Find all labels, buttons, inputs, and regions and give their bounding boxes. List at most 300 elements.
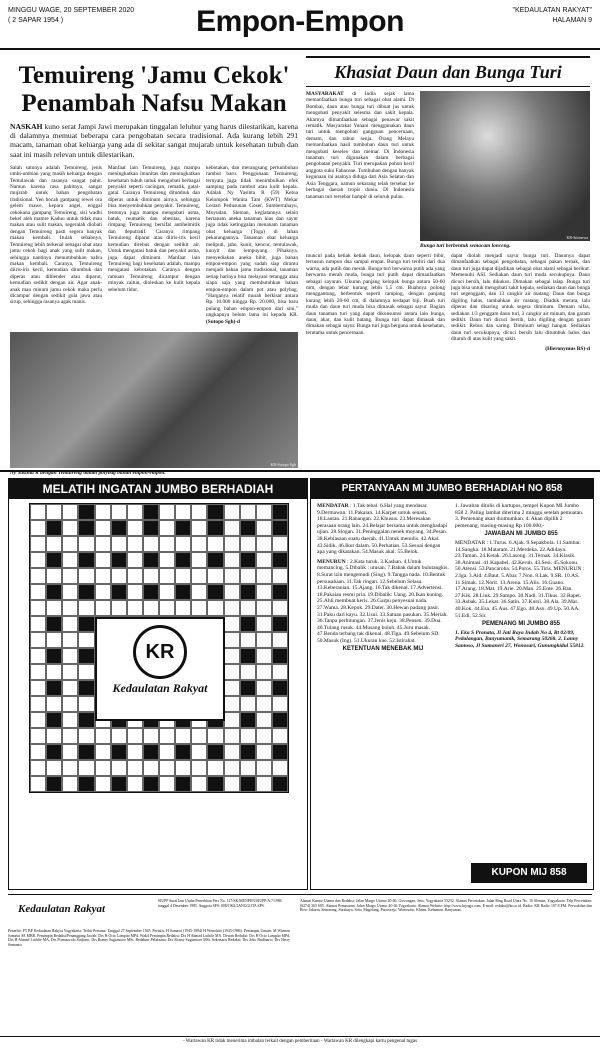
crossword-cell <box>78 568 94 584</box>
crossword-cell <box>62 760 78 776</box>
crossword-cell <box>175 760 191 776</box>
crossword-cell <box>175 776 191 792</box>
crossword-cell <box>143 568 159 584</box>
crossword-cell <box>46 696 62 712</box>
crossword-cell <box>127 552 143 568</box>
crossword-cell <box>272 680 288 696</box>
crossword-cell <box>62 712 78 728</box>
crossword-cell <box>191 728 207 744</box>
kupon-badge: KUPON MIJ 858 <box>471 863 587 883</box>
crossword-cell <box>143 536 159 552</box>
article-column-2 <box>306 253 445 352</box>
crossword-cell <box>224 712 240 728</box>
crossword-cell <box>207 776 223 792</box>
crossword-cell <box>240 712 256 728</box>
crossword-cell <box>240 680 256 696</box>
crossword-cell <box>191 552 207 568</box>
kr-logo <box>95 617 225 721</box>
photo-caption: Ny Yasinta R dengan Temuireng dalam polybag bahan empon-empon. <box>10 469 166 476</box>
crossword-cell <box>30 712 46 728</box>
crossword-cell <box>159 520 175 536</box>
crossword-puzzle <box>8 478 308 890</box>
article-column-3 <box>451 253 590 352</box>
crossword-cell <box>191 600 207 616</box>
crossword-cell <box>78 744 94 760</box>
crossword-cell <box>127 584 143 600</box>
questions-title: PERTANYAAN MI JUMBO BERHADIAH NO 858 <box>311 479 593 499</box>
crossword-cell <box>111 536 127 552</box>
crossword-cell <box>46 648 62 664</box>
crossword-cell <box>256 680 272 696</box>
crossword-cell <box>272 728 288 744</box>
crossword-cell <box>127 760 143 776</box>
crossword-cell <box>46 616 62 632</box>
crossword-cell <box>207 504 223 520</box>
page-header <box>0 0 600 50</box>
crossword-cell <box>62 728 78 744</box>
article-column-1 <box>306 91 414 249</box>
crossword-cell <box>78 616 94 632</box>
article-text-body: kebotakan, dan merangsang pertumbuhan rambut baru. Penggunaan Temuireng, ternyata juga tidak menimbulkan efek samping pada rambut atau kulit kepala. Adalah Ny Yasinta R (59) Ketua Kelompok Wanita Tani (KWT) Mekar Lestari Pedusunan Goser, Sumberrahayu, Moyudan, Sleman, kegiatannya selain bertanam aneka tanaman hias dan sayur juga tidak ketinggalan menanam tanaman obat keluarga (Toga) di lahan pekarangannya. Tanaman obat keluarga meliputi, jahe, kunir, kencur, temulawak, kunyit dan lempuyang. Pihaknya, menyediakan aneka bibit, juga bahan empon-empon yang sudah siap diramu menjadi bahan jamu tradisional, tanaman setiap harinya bisa melayani tetangga atau siapa saja yang membutuhkan bahan empon-empon dalam pot atau polybag. "Harganya relatif murah berkisar antara Rp. 10.000 hingga Rp. 20.000, bisa baru pulang bahan empon-empon dari sini," ungkapnya belum lama ini kepada KR. <box>206 164 298 319</box>
crossword-cell <box>78 680 94 696</box>
crossword-cell <box>46 552 62 568</box>
crossword-questions <box>310 478 594 890</box>
crossword-cell <box>224 696 240 712</box>
crossword-cell <box>78 632 94 648</box>
crossword-cell <box>95 600 111 616</box>
crossword-cell <box>46 568 62 584</box>
crossword-cell <box>78 600 94 616</box>
crossword-cell <box>46 760 62 776</box>
mendatar-block: MENDATAR : 1.Tak tebal. 6.Hal yang mendasar. 9.Dermawan. 11.Pakaian. 14.Karpet untuk senam. 18.Lautan. 21.Ranangan. 22.Khusus. 23.Meresakan perasaan orang lain. 24.Belajar bersama untuk menghadapi ujian. 28.Slogan. 31.Peninggalan nenek moyang. 34.Pesan. 38.Kebiasaan suatu daerah. 41.Untuk menulis. 42.Akal. 43.Sidik. 46.Ikut dalam. 50.Perhatian. 53.Sesuai dengan apa yang dikatakan. 54.Masuk akal. 55.Belok. <box>317 503 448 556</box>
article-text: muncul pada ketiak ketiak daun, kelopak daun seperti bibir, tersusun rumpun dua sampai empat. Bunga turi terdiri dari dua warna, ada putih dan merah. Bunga turi berwarna putih ada yang berwarna merah muda, bunga turi putih dapat dimanfaatkan sebagai sayuran. Ukuran panjang kelopak bunga antara 50-60 mm, dengan lebar kurang lebih 1,5 cm. Buahnya polong menggantung, berbentuk seperti ramping, dengan panjang kurang lebih 20-60 cm, di dalamnya terdapat biji. Buah turi muda dan daun turi muda bisa dimasak sebagai sayur. Bagian daun tanaman turi yang dapat dikonsumsi antara lain bunga, daun, akar, dan kulit batang. Bunga turi dapat dimasak dan dimakan sebagai sayur. Bunga turi juga berguna untuk kesehatan, terutama untuk pencernaan. <box>306 253 445 336</box>
crossword-cell <box>272 712 288 728</box>
crossword-cell <box>111 760 127 776</box>
crossword-cell <box>46 712 62 728</box>
article-text: Manfaat lain Temuireng, juga mampu meningkatkan imunitas dan meningkatkan kesehatan tubuh untuk mengobati berbagai penyakit seperti cacingan, rematik, gatal-gatal. Caranya Temuireng ditumbuk dan diperas untuk diminum airnya, sehingga bisa menyembuhkan penyakit. Temuireng, tentunya juga mampu mengobati asma, batuk, reumatik dan obesitas, karena rimpang Temuireng bersifat antihelmitik dan deputratif. Caranya rimpang Temuireng diparut atau diiris-iris kecil kemudian direbus dengan sedikit air. Untuk mengatasi batuk dan penyakit asma, juga dapat diminum. Manfaat lain Temuireng bagi kesehatan adalah, mampu mengatasi kebotakan. Caranya dengan ramuan Temuireng dicampur dengan minyak zaitun, dioleskan ke kulit kepala sebelum tidur. <box>108 164 200 293</box>
crossword-cell <box>95 728 111 744</box>
menurun-clues: 2.Kata turuk. 3.Kashan. 4.Untuk memancing. 5.Dibalik : utusan. 7.Babak dalam bulutangkis. 8.Surat izin mengemudi (Sing). 9.Tangga nada. 10.Bentuk persusahaan. 11.Tak ringan. 12.Sebelum Selasa. 13.Keberanian. 15.Ajang. 16.Tak dikenal. 17.Advertensi. 18.Pakaian resmi pria. 19.Dibalik: Uang. 20.Ikan kuning. 25.Ahli membuat keris. 26.Garpu penyesuai nada. 27.Wama. 28.Kepok. 29.Dater. 30.Hewan padang pasir. 31.Paku dari kayu. 32.Usul. 33.Satuan pasukan. 35.Meriah. 36.Tanpa perhitungan. 37.Jenis keju. 38.Pensen. 39.Dua. 40.Tulang rusuk. 44.Musang buluh. 45.Juru masak. 47.Benda terbang tak dikenal. 48.Tiga. 49.Sebelum SD. 50.Masuk (Ing). 51.Ukuran kue. 52.Istirahat. <box>317 558 449 644</box>
crossword-cell <box>46 504 62 520</box>
article-column-1 <box>10 165 102 328</box>
crossword-cell <box>240 568 256 584</box>
crossword-title: MELATIH INGATAN JUMBO BERHADIAH <box>9 479 307 499</box>
crossword-cell <box>95 536 111 552</box>
crossword-cell <box>256 712 272 728</box>
crossword-cell <box>95 552 111 568</box>
photo-credit: KR-Sutopo Sgh <box>270 461 296 467</box>
crossword-cell <box>175 744 191 760</box>
crossword-cell <box>240 600 256 616</box>
article-bunga-turi <box>306 56 590 466</box>
crossword-cell <box>30 552 46 568</box>
crossword-cell <box>240 584 256 600</box>
crossword-cell <box>224 728 240 744</box>
crossword-cell <box>175 536 191 552</box>
masthead-logo: Kedaulatan Rakyat <box>18 903 106 915</box>
header-page-number: HALAMAN 9 <box>552 17 592 24</box>
crossword-cell <box>256 536 272 552</box>
crossword-cell <box>240 616 256 632</box>
crossword-cell <box>159 504 175 520</box>
article-headline: Khasiat Daun dan Bunga Turi <box>334 62 562 82</box>
crossword-cell <box>175 584 191 600</box>
crossword-cell <box>143 728 159 744</box>
crossword-cell <box>46 776 62 792</box>
crossword-cell <box>46 536 62 552</box>
jawaban-heading: JAWABAN MI JUMBO 855 <box>484 531 558 538</box>
crossword-cell <box>224 664 240 680</box>
crossword-cell <box>191 584 207 600</box>
masthead <box>8 894 592 1035</box>
photo-credit: KR-Istimewa <box>566 235 588 240</box>
article-columns <box>10 165 298 328</box>
crossword-cell <box>256 696 272 712</box>
crossword-cell <box>78 520 94 536</box>
lead-byline: NASKAH <box>10 122 43 131</box>
crossword-cell <box>256 520 272 536</box>
header-date: MINGGU WAGE, 20 SEPTEMBER 2020 <box>8 7 135 14</box>
crossword-cell <box>78 536 94 552</box>
crossword-cell <box>224 616 240 632</box>
crossword-cell <box>256 568 272 584</box>
crossword-cell <box>30 744 46 760</box>
crossword-cell <box>78 776 94 792</box>
crossword-cell <box>256 616 272 632</box>
crossword-cell <box>224 680 240 696</box>
article-column-3 <box>206 165 298 328</box>
lead-text: kuno serat Jampi Jawi merupakan tinggalan leluhur yang harus dilestarikan, karena di dalamnya memuat beberapa cara pengobatan secara tradisional. Ada kurang lebih 291 macam, tanaman obat keluarga yang ada di sekitar sangat mujarab untuk kesehatan tubuh dan saat ini masih relevan untuk dilestarikan. <box>10 122 298 159</box>
crossword-cell <box>272 584 288 600</box>
crossword-cell <box>256 552 272 568</box>
article-bottom <box>306 253 590 352</box>
crossword-cell <box>207 744 223 760</box>
article-lead <box>10 122 298 159</box>
crossword-cell <box>240 536 256 552</box>
crossword-cell <box>159 552 175 568</box>
crossword-cell <box>143 584 159 600</box>
crossword-cell <box>62 504 78 520</box>
crossword-cell <box>272 616 288 632</box>
article-photo <box>10 332 298 468</box>
crossword-cell <box>95 504 111 520</box>
crossword-cell <box>78 552 94 568</box>
lead-byline: MASYARAKAT <box>306 91 344 97</box>
section-divider <box>0 470 600 472</box>
crossword-cell <box>30 616 46 632</box>
crossword-cell <box>159 536 175 552</box>
mendatar-clues: 1.Tak tebal. 6.Hal yang mendasar. 9.Dermawan. 11.Pakaian. 14.Karpet untuk senam. 18.Lautan. 21.Ranangan. 22.Khusus. 23.Meresakan perasaan orang lain. 24.Belajar bersama untuk menghadapi ujian. 28.Slogan. 31.Peninggalan nenek moyang. 34.Pesan. 38.Kebiasaan suatu daerah. 41.Untuk menulis. 42.Akal. 43.Sidik. 46.Ikut dalam. 50.Perhatian. 53.Sesuai dengan apa yang dikatakan. 54.Masuk akal. 55.Belok. <box>317 503 448 556</box>
crossword-cell <box>256 776 272 792</box>
crossword-cell <box>159 728 175 744</box>
page-footer: - Wartawan KR tidak menerima imbalan terkait dengan pemberitaan - Wartawan KR dilengkapi kartu pengenal tugas <box>0 1036 600 1047</box>
questions-columns <box>311 499 593 659</box>
crossword-cell <box>272 744 288 760</box>
crossword-cell <box>256 664 272 680</box>
crossword-cell <box>30 776 46 792</box>
crossword-cell <box>240 776 256 792</box>
menurun-block: MENURUN : 2.Kata turuk. 3.Kashan. 4.Untuk memancing. 5.Dibalik : utusan. 7.Babak dalam bulutangkis. 8.Surat izin mengemudi (Sing). 9.Tangga nada. 10.Bentuk persusahaan. 11.Tak ringan. 12.Sebelum Selasa. 13.Keberanian. 15.Ajang. 16.Tak dikenal. 17.Advertensi. 18.Pakaian resmi pria. 19.Dibalik: Uang. 20.Ikan kuning. 25.Ahli membuat keris. 26.Garpu penyesuai nada. 27.Wama. 28.Kepok. 29.Dater. 30.Hewan padang pasir. 31.Paku dari kayu. 32.Usul. 33.Satuan pasukan. 35.Meriah. 36.Tanpa perhitungan. 37.Jenis keju. 38.Pensen. 39.Dua. 40.Tulang rusuk. 44.Musang buluh. 45.Juru masak. 47.Benda terbang tak dikenal. 48.Tiga. 49.Sebelum SD. 50.Masuk (Ing). 51.Ukuran kue. 52.Istirahat. <box>317 558 449 644</box>
crossword-cell <box>272 760 288 776</box>
crossword-cell <box>62 568 78 584</box>
crossword-cell <box>78 712 94 728</box>
crossword-cell <box>46 680 62 696</box>
crossword-cell <box>159 568 175 584</box>
crossword-cell <box>175 552 191 568</box>
crossword-cell <box>30 648 46 664</box>
crossword-cell <box>111 600 127 616</box>
crossword-cell <box>95 584 111 600</box>
crossword-cell <box>127 744 143 760</box>
crossword-cell <box>240 632 256 648</box>
photo-wrapper <box>420 91 590 249</box>
crossword-cell <box>111 520 127 536</box>
crossword-cell <box>78 760 94 776</box>
crossword-cell <box>30 568 46 584</box>
crossword-cell <box>95 760 111 776</box>
crossword-cell <box>207 728 223 744</box>
crossword-cell <box>256 744 272 760</box>
crossword-cell <box>175 728 191 744</box>
crossword-cell <box>62 616 78 632</box>
crossword-cell <box>46 664 62 680</box>
article-photo <box>420 91 590 241</box>
crossword-cell <box>62 696 78 712</box>
crossword-cell <box>191 744 207 760</box>
crossword-cell <box>46 600 62 616</box>
masthead-info: SIUPP Surat Izin Usaha Penerbitan Pers No. 127/SK/MENPEN/SIUPP/A.7/1986 tanggal 4 Desember 1985. Anggota SPS: 008/1962/2ANGGOTA SPS. <box>158 899 282 908</box>
article-text: dapat diolah menjadi sayur bunga turi. Daunnya dapat dimanfaatkan sebagai pengobatan, sebagai pakan ternak, dan daun turi juga dapat dijadikan sebagai obat alami sebagai berikut. Memenuhi ASI. Sediakan daun turi muda secukupnya. Daun dicuci bersih, lalu dikukus. Dimakan sebagai lalap. Bunga turi juga bisa untuk mengobati sakit kepala, sediakan daun dan bunga turi segenggam, dan 13 cangkir air matang. Daun dan bunga digiling halus, tambahkan air matang. Diaduk merata, lalu diperas dan disaring untuk segera diminum. Demam nifas, sediakan 1/3 genggam daun turi, 3 cangkir air minum, dan garam sedikit. Daun turi dicuci bersih, lalu digiling dengan garam sedikit. Rebus dan saring. Diminum selagi hangat. Sediakan daun turi secukupnya, dicuci bersih lalu ditumbuk halus dan ditaruh di atas kulit yang sakit. <box>451 253 590 343</box>
crossword-cell <box>224 648 240 664</box>
article-column-2 <box>108 165 200 328</box>
crossword-cell <box>272 504 288 520</box>
crossword-cell <box>175 568 191 584</box>
crossword-cell <box>240 552 256 568</box>
crossword-cell <box>143 552 159 568</box>
article-signature: (Sutopo Sgh)-d <box>206 318 241 325</box>
crossword-cell <box>272 520 288 536</box>
article-text: Salah satunya adalah Temuireng, jenis umbi-umbian yang masih keluarga dengan Temulawak dan rasanya sangat pahit. Namun karena rasa pahitnya, sangat mujarab untuk bahan pengobatan tradisional. Yen bocah gampang rewel ora gelem mawe, kepara angel, enggal cekokana gampang Temuireng, sisi wadhi bekel aleh mamre Kaduu untuk tidak mau makan atau sulit makan, segeralah diobati dengan Temuireng pasti segera banyak makan kembali. Itulah sebabnya, Temuireng lebih terkenal sebagai obat atau jamu cekok bagi anak yang sulit makan, sehingga nantinya menumbuhkan nafsu makan kembali. Caranya, Temuireng diiris-iris kecil, kemudian ditumbuk dan diperas atau diblender atau diparut, kemudian sedikit dengan air. Agar anak-anak mau minum jamu cekok maka perlu dicampur dengan sedikit gula jawa atau sirup, sehingga rasanya agak manis. <box>10 164 102 306</box>
crossword-cell <box>143 520 159 536</box>
menurun-heading: MENURUN <box>317 558 346 565</box>
crossword-cell <box>224 536 240 552</box>
ketentuan-text: 1. Jawaban ditulis di kartupos, tempel Kupon MI Jumbo 858 2. Paling lambat diterima 2 minggu setelah pemuatan. 3. Pemenang akan diumumkan. 4. Akan dipilih 2 pemenang, masing-masing Rp 100.000,- <box>455 503 584 529</box>
crossword-cell <box>207 536 223 552</box>
header-publication-block <box>512 6 592 26</box>
mendatar-heading: MENDATAR <box>317 503 349 509</box>
crossword-cell <box>46 632 62 648</box>
crossword-cell <box>111 568 127 584</box>
crossword-cell <box>62 536 78 552</box>
crossword-cell <box>159 600 175 616</box>
crossword-cell <box>240 504 256 520</box>
crossword-cell <box>95 520 111 536</box>
crossword-cell <box>224 776 240 792</box>
crossword-cell <box>272 552 288 568</box>
crossword-cell <box>143 760 159 776</box>
crossword-cell <box>143 600 159 616</box>
crossword-cell <box>62 648 78 664</box>
crossword-cell <box>78 696 94 712</box>
crossword-cell <box>272 600 288 616</box>
crossword-cell <box>256 728 272 744</box>
crossword-cell <box>224 504 240 520</box>
masthead-addresses: Alamat Kantor Utama dan Redaksi: Jalan Margo Utomo 40-46, Gowongan, Jetis, Yogyakarta 55232. Alamat Percetakan: Jalan Ring Road Utara No. 10 Sleman, Yogyakarta. Telp Percetakan: (0274) 565 685. Alamat Pemasaran: Jalan Margo Utomo 40-46 Yogyakarta. Alamat Website: http://www.krjogja.com, E-mail: redaksi@kr.co.id. Radio: KR Radio 107.8 FM. Perwakilan dan Biro: Jakarta, Semarang, Surabaya, Solo, Magelang, Purworejo, Wonosobo, Klaten, Kebumen, Banyumas. <box>300 899 592 913</box>
kr-logo-text: Kedaulatan Rakyat <box>112 681 208 695</box>
pemenang-heading: PEMENANG MI JUMBO 855 <box>481 621 560 628</box>
article-temuireng <box>10 56 298 476</box>
masthead-staff: Penerbit: PT BP Kedaulatan Rakyat Yogyakarta. Terbit Pertama: Tanggal 27 September 1945. Perintis: H Samawi (1945-1984) H Wonohito (1945-1986). Pemimpin Umum: M Wirmon Samawi SE MBB. Pemimpin Redaksi/Penanggung Jawab: Drs H Octo Lampito MPd. Wakil Pemimpin Redaksi: Drs H Ahmad Luthfie MA. Dewan Redaksi: Drs H Octo Lampito MPd, Drs H Ahmad Luthfie MA, Drs Primaswolo Sudjono, Drs Ronny Sugiantoro MSi. Redaktur Pelaksana: Drs Ronny Sugiantoro MSi. Sekretaris Redaksi: Drs Joko Budhiarto, Drs Herry Sumanto. <box>8 929 290 948</box>
crossword-cell <box>62 744 78 760</box>
questions-column-2 <box>455 503 587 655</box>
crossword-cell <box>175 600 191 616</box>
crossword-cell <box>78 728 94 744</box>
crossword-cell <box>30 600 46 616</box>
crossword-cell <box>240 760 256 776</box>
crossword-cell <box>207 552 223 568</box>
crossword-cell <box>207 760 223 776</box>
crossword-cell <box>78 584 94 600</box>
crossword-cell <box>30 632 46 648</box>
crossword-cell <box>95 568 111 584</box>
crossword-cell <box>240 696 256 712</box>
crossword-cell <box>224 520 240 536</box>
crossword-cell <box>272 664 288 680</box>
crossword-cell <box>272 536 288 552</box>
article-text <box>206 165 298 325</box>
crossword-cell <box>207 520 223 536</box>
crossword-cell <box>240 744 256 760</box>
article-text <box>306 91 414 200</box>
section-title: Empon-Empon <box>196 5 404 38</box>
crossword-cell <box>191 536 207 552</box>
crossword-cell <box>30 664 46 680</box>
crossword-cell <box>256 648 272 664</box>
crossword-cell <box>111 552 127 568</box>
crossword-cell <box>127 728 143 744</box>
crossword-cell <box>30 584 46 600</box>
crossword-cell <box>240 728 256 744</box>
questions-column-1 <box>317 503 449 655</box>
article-signature: (Hieronymus BS)-d <box>545 345 590 352</box>
photo-caption: Bunga turi berbentuk semacam lonceng. <box>420 243 511 249</box>
crossword-cell <box>272 568 288 584</box>
article-top <box>306 91 590 249</box>
crossword-cell <box>240 520 256 536</box>
crossword-cell <box>78 664 94 680</box>
crossword-cell <box>272 696 288 712</box>
article-headline: Temuireng 'Jamu Cekok' Penambah Nafsu Makan <box>18 62 290 117</box>
crossword-cell <box>127 520 143 536</box>
crossword-cell <box>256 600 272 616</box>
crossword-cell <box>30 680 46 696</box>
crossword-cell <box>143 776 159 792</box>
crossword-cell <box>207 600 223 616</box>
crossword-cell <box>143 504 159 520</box>
crossword-cell <box>30 760 46 776</box>
crossword-cell <box>207 584 223 600</box>
crossword-cell <box>256 760 272 776</box>
crossword-cell <box>240 648 256 664</box>
crossword-cell <box>272 776 288 792</box>
crossword-cell <box>62 600 78 616</box>
crossword-cell <box>159 744 175 760</box>
crossword-cell <box>78 504 94 520</box>
jawaban-text: MENDATAR : 1.Turus. 6.Ajak. 9.Sepakbola. 11.Sambar. 14.Sangka. 18.Mataram. 21.Merdeka. 22.Adidaya. 23.Taman. 24.Ketak. 26.Lasong. 31.Ternak. 34.Klasik. 38.Animasi. 41.Kapabel. 42.Keruh. 43.Sesi. 45.Sokonu. 50.Atensi. 53.Pancaroba. 54.Poros. 55.Tiris. MENURUN : 2.Iga. 3.Aid. 4.Baut. 5.Abar. 7.Non. 8.Lak. 9.SR. 10.AS. 11.Simak. 12.Norit. 13.Arena. 15.Alis. 16.Guano. 17.Arang. 18.Mat. 19.Arie. 20.Man. 25.Ente. 26.Ban. 27.Kik. 28.Liuk. 29.Sampo. 30.Nadi. 31.Tikus. 32.Rapet. 33.Asbak. 35.Lekat. 36.Satin. 37.Kursi. 38.Ala. 39.Mar. 40.Kok. 44.Esa. 45.Aus. 47.Ego. 48.Aso. 49.Up. 50.AA. 51.Edi. 52.Sir. <box>455 539 585 619</box>
crossword-cell <box>240 664 256 680</box>
crossword-cell <box>191 568 207 584</box>
header-date-block <box>8 6 134 26</box>
crossword-cell <box>256 584 272 600</box>
crossword-cell <box>62 680 78 696</box>
crossword-cell <box>191 504 207 520</box>
crossword-cell <box>30 520 46 536</box>
crossword-cell <box>143 744 159 760</box>
kr-logo-icon: KR <box>133 625 187 679</box>
crossword-cell <box>46 744 62 760</box>
crossword-cell <box>30 728 46 744</box>
crossword-cell <box>95 744 111 760</box>
crossword-cell <box>224 584 240 600</box>
crossword-cell <box>224 760 240 776</box>
crossword-cell <box>159 776 175 792</box>
crossword-cell <box>207 568 223 584</box>
crossword-cell <box>224 568 240 584</box>
crossword-cell <box>224 600 240 616</box>
crossword-cell <box>127 776 143 792</box>
crossword-cell <box>127 536 143 552</box>
crossword-cell <box>127 600 143 616</box>
crossword-cell <box>191 520 207 536</box>
crossword-cell <box>111 776 127 792</box>
crossword-cell <box>46 728 62 744</box>
crossword-cell <box>272 648 288 664</box>
crossword-cell <box>62 520 78 536</box>
crossword-cell <box>256 632 272 648</box>
crossword-cell <box>46 584 62 600</box>
crossword-cell <box>191 776 207 792</box>
crossword-cell <box>62 776 78 792</box>
headline-box <box>306 56 590 87</box>
crossword-cell <box>62 552 78 568</box>
crossword-cell <box>62 664 78 680</box>
crossword-cell <box>95 776 111 792</box>
crossword-cell <box>111 504 127 520</box>
crossword-cell <box>30 504 46 520</box>
crossword-cell <box>159 584 175 600</box>
crossword-cell <box>224 552 240 568</box>
crossword-cell <box>159 760 175 776</box>
crossword-cell <box>46 520 62 536</box>
crossword-cell <box>127 504 143 520</box>
crossword-cell <box>111 744 127 760</box>
crossword-cell <box>127 568 143 584</box>
crossword-cell <box>30 536 46 552</box>
crossword-cell <box>224 632 240 648</box>
header-date-hijri: ( 2 SAPAR 1954 ) <box>8 17 64 24</box>
crossword-cell <box>62 584 78 600</box>
article-text-body: di India sejak lama memanfaatkan bunga turi sebagai obat alami. Di Bombai, daun atau bunga turi dibuat jus untuk mengobati penyakit selesma dan sakit kepala. Akarnya dimanfaatkan sebagai penawar sakit rematik. Masyarakat Yunani menggunakan daun turi untuk mengobati gangguan pencernaan, demam, dan rabun senja. Orang Melayu memanfaatkan hasil tumbuhan daun turi untuk mengobati keseleo dan memar. Di Indonesia tanaman turi digunakan dalam berbagai pengobatan penyakit. Turi merupakan pohon kecil anggota suku Fabaceae. Tumbuhan dengan banyak kegunaan ini asalnya diduga dari Asia Selatan dan Asia Tenggara, namun sekarang telah tersebar ke berbagai daerah tropis dunia. Di Indonesia tanaman turi tersebar hampir di seluruh pulau. <box>306 91 415 200</box>
crossword-cell <box>191 760 207 776</box>
crossword-cell <box>175 520 191 536</box>
crossword-cell <box>256 504 272 520</box>
crossword-cell <box>111 584 127 600</box>
pemenang-text: 1. Eka S Pranata, Jl Jati Raya Indah No 4, Rt 02/09, Pedalangan, Banyumanik, Semarang 50268. 2. Lanny Santoso, Jl Sumaneri 27, Wonosari, Gunungkidul 55812. <box>455 629 585 649</box>
crossword-cell <box>224 744 240 760</box>
crossword-cell <box>111 728 127 744</box>
ketentuan-heading: KETENTUAN MENEBAK MIJ <box>342 646 424 653</box>
crossword-cell <box>30 696 46 712</box>
